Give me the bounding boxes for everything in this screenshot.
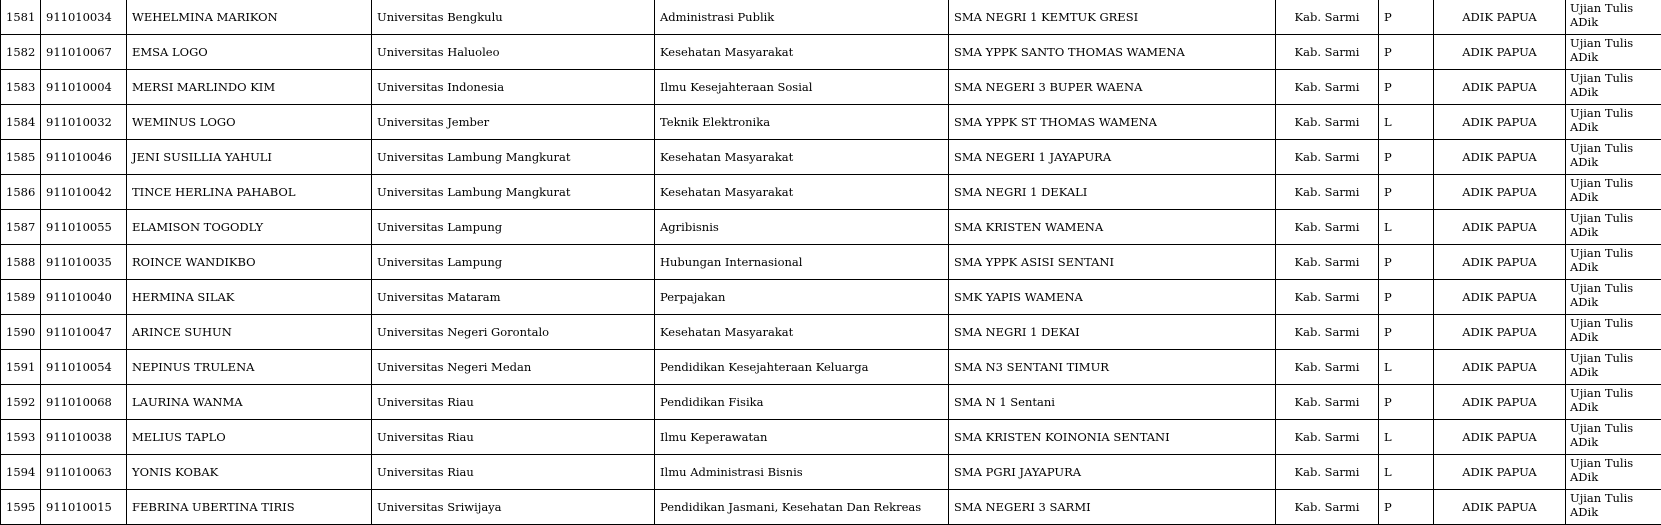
table-row [1,105,1661,140]
cell-region: Kab. Sarmi [1276,140,1379,175]
cell-row-number: 1593 [1,420,41,455]
cell-university: Universitas Sriwijaya [372,490,655,525]
cell-row-number: 1595 [1,490,41,525]
table-row [1,490,1661,525]
cell-student-id: 911010055 [41,210,127,245]
cell-test-type: Ujian Tulis ADik [1566,315,1661,350]
table-row [1,70,1661,105]
cell-gender: P [1379,175,1434,210]
cell-school: SMA YPPK ST THOMAS WAMENA [949,105,1276,140]
table-row [1,350,1661,385]
cell-school: SMA NEGERI 1 JAYAPURA [949,140,1276,175]
cell-study-program: Kesehatan Masyarakat [655,175,949,210]
cell-test-type: Ujian Tulis ADik [1566,420,1661,455]
table-body [1,0,1661,525]
cell-gender: P [1379,35,1434,70]
cell-test-type: Ujian Tulis ADik [1566,0,1661,35]
cell-scheme: ADIK PAPUA [1434,70,1566,105]
cell-region: Kab. Sarmi [1276,315,1379,350]
cell-school: SMA N3 SENTANI TIMUR [949,350,1276,385]
cell-region: Kab. Sarmi [1276,105,1379,140]
cell-test-type: Ujian Tulis ADik [1566,385,1661,420]
cell-university: Universitas Negeri Gorontalo [372,315,655,350]
cell-gender: L [1379,210,1434,245]
cell-scheme: ADIK PAPUA [1434,210,1566,245]
cell-region: Kab. Sarmi [1276,245,1379,280]
cell-study-program: Administrasi Publik [655,0,949,35]
cell-student-name: MELIUS TAPLO [127,420,372,455]
cell-study-program: Agribisnis [655,210,949,245]
cell-school: SMA PGRI JAYAPURA [949,455,1276,490]
cell-region: Kab. Sarmi [1276,175,1379,210]
cell-university: Universitas Jember [372,105,655,140]
cell-student-name: TINCE HERLINA PAHABOL [127,175,372,210]
cell-scheme: ADIK PAPUA [1434,420,1566,455]
cell-school: SMA YPPK SANTO THOMAS WAMENA [949,35,1276,70]
cell-gender: P [1379,385,1434,420]
cell-scheme: ADIK PAPUA [1434,350,1566,385]
cell-test-type: Ujian Tulis ADik [1566,455,1661,490]
cell-study-program: Perpajakan [655,280,949,315]
cell-student-id: 911010032 [41,105,127,140]
cell-region: Kab. Sarmi [1276,350,1379,385]
cell-scheme: ADIK PAPUA [1434,385,1566,420]
cell-gender: L [1379,455,1434,490]
cell-student-id: 911010040 [41,280,127,315]
table-row [1,455,1661,490]
table-row [1,175,1661,210]
cell-student-name: EMSA LOGO [127,35,372,70]
cell-student-name: WEMINUS LOGO [127,105,372,140]
cell-scheme: ADIK PAPUA [1434,490,1566,525]
cell-scheme: ADIK PAPUA [1434,35,1566,70]
cell-gender: P [1379,0,1434,35]
cell-student-name: LAURINA WANMA [127,385,372,420]
cell-student-id: 911010034 [41,0,127,35]
cell-university: Universitas Negeri Medan [372,350,655,385]
cell-student-id: 911010015 [41,490,127,525]
cell-student-id: 911010042 [41,175,127,210]
cell-study-program: Ilmu Keperawatan [655,420,949,455]
cell-study-program: Pendidikan Kesejahteraan Keluarga [655,350,949,385]
cell-region: Kab. Sarmi [1276,210,1379,245]
cell-test-type: Ujian Tulis ADik [1566,105,1661,140]
table-row [1,385,1661,420]
cell-student-id: 911010004 [41,70,127,105]
cell-region: Kab. Sarmi [1276,490,1379,525]
cell-scheme: ADIK PAPUA [1434,245,1566,280]
table-row [1,245,1661,280]
cell-school: SMA NEGRI 1 DEKALI [949,175,1276,210]
cell-scheme: ADIK PAPUA [1434,455,1566,490]
cell-gender: L [1379,105,1434,140]
cell-gender: P [1379,315,1434,350]
cell-study-program: Pendidikan Jasmani, Kesehatan Dan Rekreas [655,490,949,525]
cell-gender: P [1379,140,1434,175]
cell-school: SMA NEGERI 3 SARMI [949,490,1276,525]
cell-school: SMA KRISTEN WAMENA [949,210,1276,245]
cell-student-id: 911010063 [41,455,127,490]
cell-row-number: 1594 [1,455,41,490]
cell-student-name: FEBRINA UBERTINA TIRIS [127,490,372,525]
table-row [1,280,1661,315]
cell-test-type: Ujian Tulis ADik [1566,490,1661,525]
cell-study-program: Kesehatan Masyarakat [655,315,949,350]
cell-student-name: ROINCE WANDIKBO [127,245,372,280]
cell-scheme: ADIK PAPUA [1434,175,1566,210]
cell-school: SMA NEGERI 3 BUPER WAENA [949,70,1276,105]
cell-student-id: 911010035 [41,245,127,280]
cell-study-program: Pendidikan Fisika [655,385,949,420]
cell-scheme: ADIK PAPUA [1434,315,1566,350]
cell-university: Universitas Riau [372,385,655,420]
cell-region: Kab. Sarmi [1276,70,1379,105]
cell-gender: P [1379,245,1434,280]
cell-region: Kab. Sarmi [1276,0,1379,35]
cell-scheme: ADIK PAPUA [1434,280,1566,315]
table-row [1,315,1661,350]
cell-student-name: JENI SUSILLIA YAHULI [127,140,372,175]
cell-gender: P [1379,280,1434,315]
cell-school: SMA YPPK ASISI SENTANI [949,245,1276,280]
cell-test-type: Ujian Tulis ADik [1566,350,1661,385]
cell-region: Kab. Sarmi [1276,455,1379,490]
table-row [1,35,1661,70]
cell-scheme: ADIK PAPUA [1434,105,1566,140]
cell-student-id: 911010047 [41,315,127,350]
cell-student-name: MERSI MARLINDO KIM [127,70,372,105]
cell-study-program: Kesehatan Masyarakat [655,35,949,70]
cell-region: Kab. Sarmi [1276,35,1379,70]
cell-test-type: Ujian Tulis ADik [1566,210,1661,245]
cell-study-program: Teknik Elektronika [655,105,949,140]
cell-student-name: WEHELMINA MARIKON [127,0,372,35]
table-row [1,140,1661,175]
cell-study-program: Kesehatan Masyarakat [655,140,949,175]
cell-university: Universitas Riau [372,420,655,455]
cell-row-number: 1584 [1,105,41,140]
cell-test-type: Ujian Tulis ADik [1566,70,1661,105]
cell-student-id: 911010068 [41,385,127,420]
cell-row-number: 1581 [1,0,41,35]
cell-row-number: 1583 [1,70,41,105]
cell-study-program: Ilmu Kesejahteraan Sosial [655,70,949,105]
table-row [1,0,1661,35]
cell-student-id: 911010046 [41,140,127,175]
table-row [1,420,1661,455]
cell-test-type: Ujian Tulis ADik [1566,245,1661,280]
cell-gender: L [1379,350,1434,385]
cell-scheme: ADIK PAPUA [1434,140,1566,175]
cell-student-id: 911010067 [41,35,127,70]
cell-scheme: ADIK PAPUA [1434,0,1566,35]
cell-region: Kab. Sarmi [1276,420,1379,455]
cell-test-type: Ujian Tulis ADik [1566,175,1661,210]
cell-study-program: Ilmu Administrasi Bisnis [655,455,949,490]
cell-student-id: 911010038 [41,420,127,455]
cell-gender: P [1379,70,1434,105]
cell-student-name: ELAMISON TOGODLY [127,210,372,245]
cell-university: Universitas Lambung Mangkurat [372,175,655,210]
cell-university: Universitas Bengkulu [372,0,655,35]
cell-gender: P [1379,490,1434,525]
cell-row-number: 1589 [1,280,41,315]
cell-row-number: 1582 [1,35,41,70]
cell-region: Kab. Sarmi [1276,280,1379,315]
cell-school: SMA NEGRI 1 DEKAI [949,315,1276,350]
cell-row-number: 1585 [1,140,41,175]
cell-university: Universitas Lampung [372,245,655,280]
cell-row-number: 1587 [1,210,41,245]
cell-university: Universitas Indonesia [372,70,655,105]
cell-row-number: 1586 [1,175,41,210]
table-row [1,210,1661,245]
cell-test-type: Ujian Tulis ADik [1566,280,1661,315]
cell-student-name: ARINCE SUHUN [127,315,372,350]
cell-row-number: 1588 [1,245,41,280]
cell-student-name: YONIS KOBAK [127,455,372,490]
cell-university: Universitas Lambung Mangkurat [372,140,655,175]
cell-test-type: Ujian Tulis ADik [1566,35,1661,70]
cell-student-name: NEPINUS TRULENA [127,350,372,385]
cell-row-number: 1591 [1,350,41,385]
cell-university: Universitas Lampung [372,210,655,245]
cell-university: Universitas Mataram [372,280,655,315]
cell-test-type: Ujian Tulis ADik [1566,140,1661,175]
cell-school: SMA KRISTEN KOINONIA SENTANI [949,420,1276,455]
cell-student-id: 911010054 [41,350,127,385]
cell-gender: L [1379,420,1434,455]
cell-school: SMA N 1 Sentani [949,385,1276,420]
cell-region: Kab. Sarmi [1276,385,1379,420]
cell-school: SMA NEGRI 1 KEMTUK GRESI [949,0,1276,35]
cell-school: SMK YAPIS WAMENA [949,280,1276,315]
cell-university: Universitas Haluoleo [372,35,655,70]
cell-university: Universitas Riau [372,455,655,490]
cell-study-program: Hubungan Internasional [655,245,949,280]
cell-row-number: 1592 [1,385,41,420]
cell-student-name: HERMINA SILAK [127,280,372,315]
cell-row-number: 1590 [1,315,41,350]
